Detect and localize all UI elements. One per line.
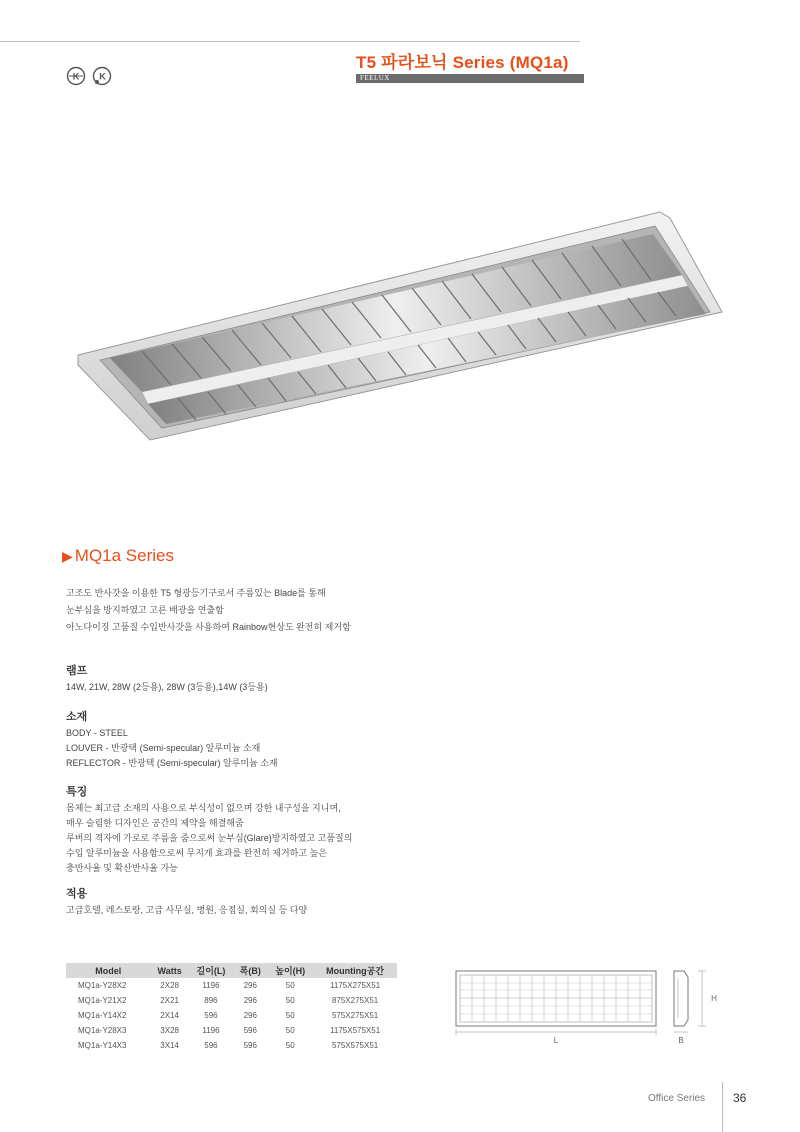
- col-header-length: 길이(L): [189, 963, 234, 978]
- application-line: 고급호텔, 레스토랑, 고급 사무실, 병원, 응접실, 회의실 등 다양: [66, 905, 308, 915]
- application-section: [66, 887, 307, 918]
- table-cell: 596: [243, 1041, 257, 1050]
- table-cell: 296: [243, 1011, 257, 1020]
- table-cell: 50: [285, 1011, 295, 1020]
- table-cell: MQ1a-Y21X2: [78, 996, 127, 1005]
- table-cell: 896: [204, 996, 218, 1005]
- table-cell: 1196: [202, 981, 220, 990]
- material-line: LOUVER - 반광택 (Semi-specular) 알루미늄 소재: [66, 743, 261, 753]
- features-line: 몸체는 최고급 소재의 사용으로 부식성이 없으며 강한 내구성을 지니며,: [66, 803, 341, 813]
- col-header-height: 높이(H): [267, 963, 313, 978]
- table-row: [66, 978, 397, 993]
- features-line: 매우 슬림한 디자인은 공간의 제약을 해결해줌: [66, 818, 244, 828]
- features-line: 수입 알루미늄을 사용함으로써 무지개 효과를 완전히 제거하고 높은: [66, 848, 327, 858]
- table-cell: 296: [243, 996, 257, 1005]
- col-header-width: 폭(B): [233, 963, 267, 978]
- table-cell: 2X21: [160, 996, 179, 1005]
- table-cell: MQ1a-Y28X3: [78, 1026, 127, 1035]
- ks-cert-icon: [66, 66, 86, 86]
- features-heading: 특징: [66, 786, 88, 798]
- table-cell: 50: [285, 1041, 295, 1050]
- application-heading: 적용: [66, 888, 88, 900]
- product-description: [66, 585, 351, 636]
- table-row: [66, 993, 397, 1008]
- table-cell: 296: [243, 981, 257, 990]
- col-header-mounting: Mounting공간: [313, 963, 397, 978]
- table-cell: 575X575X51: [331, 1041, 379, 1050]
- table-cell: 1175X275X51: [330, 981, 381, 990]
- section-arrow-icon: ▶: [62, 548, 73, 564]
- table-cell: 50: [285, 1026, 295, 1035]
- table-header-row: [66, 963, 397, 978]
- table-cell: MQ1a-Y14X3: [78, 1041, 127, 1050]
- kc-cert-icon: [92, 66, 112, 86]
- table-cell: 50: [285, 981, 295, 990]
- table-row: [66, 1008, 397, 1023]
- material-heading: 소재: [66, 711, 88, 723]
- dimension-drawing: [452, 965, 732, 1045]
- dimension-label-h: H: [711, 994, 717, 1003]
- lamp-line: 14W, 21W, 28W (2등용), 28W (3등용),14W (3등용): [66, 682, 268, 692]
- lamp-heading: 램프: [66, 665, 88, 677]
- footer-divider: [722, 1082, 723, 1132]
- specs-table: [66, 963, 397, 1053]
- dimension-label-l: L: [553, 1036, 559, 1045]
- table-row: [66, 1023, 397, 1038]
- kc-cert-label: K: [99, 71, 106, 82]
- table-cell: MQ1a-Y14X2: [78, 1011, 127, 1020]
- material-line: REFLECTOR - 반광택 (Semi-specular) 알루미늄 소재: [66, 758, 278, 768]
- dimension-label-b: B: [678, 1036, 684, 1045]
- brand-bar: FEELUX: [356, 74, 584, 83]
- table-cell: 1196: [202, 1026, 220, 1035]
- material-line: BODY - STEEL: [66, 728, 128, 738]
- col-header-watts: Watts: [151, 963, 189, 978]
- table-cell: 1175X575X51: [330, 1026, 381, 1035]
- section-title-text: MQ1a Series: [74, 546, 174, 565]
- table-cell: 3X14: [160, 1041, 179, 1050]
- table-cell: 2X14: [160, 1011, 179, 1020]
- table-cell: 50: [285, 996, 295, 1005]
- table-cell: 575X275X51: [331, 1011, 379, 1020]
- description-line: 눈부심을 방지하였고 고른 배광을 연출함: [66, 605, 224, 615]
- col-header-model: Model: [66, 963, 151, 978]
- table-cell: 2X28: [160, 981, 179, 990]
- table-cell: MQ1a-Y28X2: [78, 981, 127, 990]
- table-cell: 3X28: [160, 1026, 179, 1035]
- lamp-section: [66, 664, 268, 695]
- table-row: [66, 1038, 397, 1053]
- table-cell: 596: [204, 1041, 218, 1050]
- table-cell: 875X275X51: [331, 996, 379, 1005]
- page-title: T5 파라보닉 Series (MQ1a): [356, 53, 569, 72]
- features-line: 루버의 격자에 가로로 주름을 줌으로써 눈부심(Glare)방지하였고 고품질의: [66, 833, 353, 843]
- material-section: [66, 710, 278, 771]
- recessed-louver-luminaire-image: [70, 200, 750, 450]
- top-rule: [0, 41, 580, 42]
- description-line: 고조도 반사갓을 이용한 T5 형광등기구로서 주름있는 Blade를 통해: [66, 588, 326, 598]
- features-section: [66, 785, 352, 876]
- table-cell: 596: [243, 1026, 257, 1035]
- footer-series: Office Series: [648, 1093, 706, 1104]
- description-line: 아노다이징 고품질 수입반사갓을 사용하여 Rainbow현상도 완전히 제거함: [66, 622, 351, 632]
- ks-cert-label: K: [72, 71, 80, 82]
- table-cell: 596: [204, 1011, 218, 1020]
- features-line: 충반사율 및 확산반사율 가능: [66, 863, 178, 873]
- page-number: 36: [733, 1091, 747, 1105]
- section-title: [62, 546, 174, 566]
